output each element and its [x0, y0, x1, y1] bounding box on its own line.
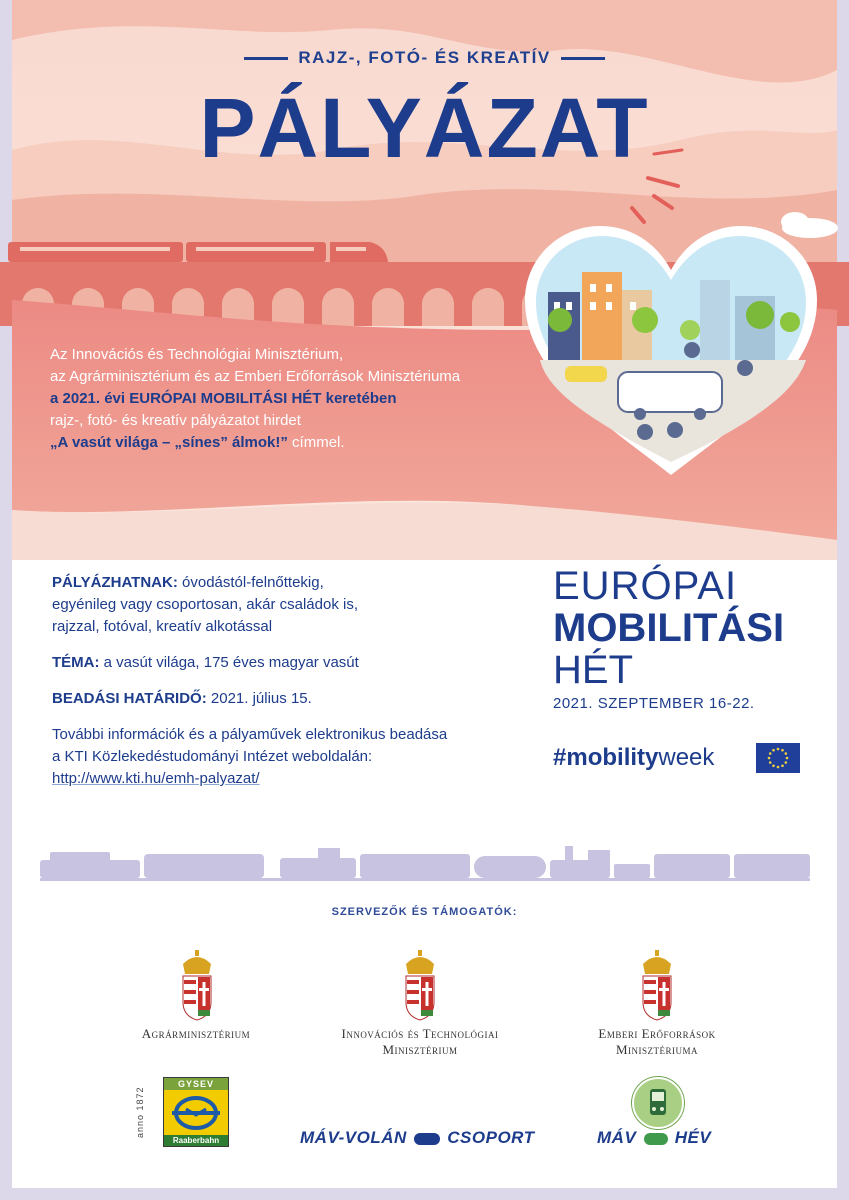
ministry-innovation: Innovációs és Technológiai Minisztérium — [341, 1026, 499, 1057]
eligible-text: rajzzal, fotóval, kreatív alkotással — [52, 618, 273, 635]
deadline-row — [52, 688, 512, 710]
intro-line: Az Innovációs és Technológiai Minisztérium, — [50, 346, 344, 363]
theme-row — [52, 652, 512, 674]
intro-line: rajz-, fotó- és kreatív pályázatot hirdet — [50, 412, 301, 429]
info-link[interactable]: http://www.kti.hu/emh-palyazat/ — [52, 770, 260, 787]
ministry-human-resources: Emberi Erőforrások Minisztériuma — [598, 1026, 716, 1057]
eligible-row — [52, 572, 512, 638]
organizers-title: SZERVEZŐK ÉS TÁMOGATÓK: — [331, 906, 518, 918]
mobility-week-line2: MOBILITÁSI — [553, 606, 785, 650]
more-info-row — [52, 724, 512, 790]
intro-text — [50, 344, 520, 454]
hungarian-crest-icon — [400, 950, 440, 1022]
intro-line-bold: a 2021. évi EURÓPAI MOBILITÁSI HÉT keretében — [50, 390, 397, 407]
subtitle: RAJZ-, FOTÓ- ÉS KREATÍV — [298, 48, 551, 67]
gysev-top-label: GYSEV — [164, 1078, 228, 1090]
eligible-text: egyénileg vagy csoportosan, akár családok is, — [52, 596, 359, 613]
gysev-emblem-icon — [172, 1095, 220, 1131]
mobility-week-date: 2021. SZEPTEMBER 16-22. — [553, 695, 755, 712]
deadline-label: BEADÁSI HATÁRIDŐ: — [52, 690, 207, 707]
intro-line-title: „A vasút világa – „sínes” álmok!” címmel. — [50, 434, 345, 451]
gysev-bottom-label: Raaberbahn — [164, 1135, 228, 1146]
hev-train-icon — [632, 1077, 684, 1129]
hashtag: #mobilityweek — [553, 744, 715, 771]
gysev-logo — [163, 1077, 229, 1147]
eligible-text: óvodástól-felnőttekig, — [182, 574, 324, 591]
eu-flag-icon — [756, 743, 800, 773]
hungarian-crest-icon — [177, 950, 217, 1022]
eligible-label: PÁLYÁZHATNAK: — [52, 574, 178, 591]
mav-volan-logo: MÁV-VOLÁN CSOPORT — [300, 1128, 535, 1147]
main-title: PÁLYÁZAT — [199, 81, 650, 175]
more-info-text: a KTI Közlekedéstudományi Intézet weboldalán: — [52, 748, 373, 765]
subtitle-row — [0, 48, 849, 68]
intro-line: az Agrárminisztérium és az Emberi Erőforrások Minisztériuma — [50, 368, 461, 385]
gysev-anno: anno 1872 — [135, 1086, 145, 1138]
train-silhouettes — [40, 840, 810, 885]
deadline-text: 2021. július 15. — [210, 690, 312, 707]
subtitle-dash-left — [244, 57, 288, 60]
mav-hev-wing-icon — [644, 1133, 668, 1145]
theme-label: TÉMA: — [52, 654, 100, 671]
mav-wing-icon — [414, 1133, 440, 1145]
mobility-week-logo — [553, 565, 813, 712]
hungarian-crest-icon — [637, 950, 677, 1022]
theme-text: a vasút világa, 175 éves magyar vasút — [103, 654, 359, 671]
info-section — [52, 572, 512, 804]
mobility-week-line3: HÉT — [553, 648, 633, 692]
more-info-text: További információk és a pályaművek elektronikus beadása — [52, 726, 448, 743]
mav-hev-logo: MÁV HÉV — [597, 1128, 712, 1147]
ministry-agriculture: Agrárminisztérium — [141, 1026, 251, 1041]
mobility-week-line1: EURÓPAI — [553, 564, 738, 608]
subtitle-dash-right — [561, 57, 605, 60]
